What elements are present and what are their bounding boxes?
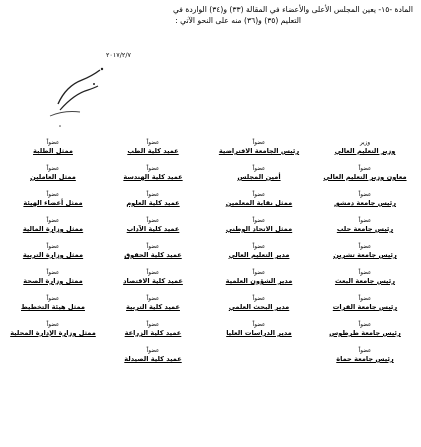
signatory-title: مدير البحث العلمي — [228, 303, 290, 311]
signatory-role: عضواً — [46, 218, 60, 224]
signatory-role: عضواً — [252, 218, 266, 224]
signatory-entry — [5, 244, 101, 259]
signatory-role: عضواً — [46, 140, 60, 146]
signatory-role: عضواً — [358, 166, 372, 172]
signatory-entry — [103, 322, 203, 337]
signatory-role: عضواً — [358, 244, 372, 250]
signatory-role: عضواً — [46, 244, 60, 250]
signatory-entry — [315, 166, 415, 181]
signatory-role: عضواً — [46, 322, 60, 328]
header-line-1: المادة -١٥- يعين المجلس الأعلى والأعضاء في المقالة (٣٣) و(٣٤) الواردة في — [172, 5, 413, 14]
signatory-role: عضواً — [146, 166, 160, 172]
signatory-entry — [209, 296, 309, 311]
signatory-title: ممثل أعضاء الهيئة — [23, 199, 83, 207]
signatory-entry — [5, 218, 101, 233]
signatory-role: عضواً — [252, 296, 266, 302]
signatory-role: وزير — [359, 140, 371, 146]
header-line-2: التعليم (٣٥) و(٣٦) منه على النحو الآتي : — [175, 16, 301, 25]
signatory-entry — [5, 270, 101, 285]
signatory-title: عميد كلية التربية — [126, 303, 180, 311]
signatory-title: ممثل وزارة المالية — [22, 225, 84, 233]
signatory-role: عضواً — [358, 218, 372, 224]
signatory-role: عضواً — [358, 348, 372, 354]
signatory-title: ممثل الاتحاد الوطني — [225, 225, 293, 233]
signatory-title: عميد كلية الاقتصاد — [123, 277, 183, 285]
signatory-title: عميد كلية الآداب — [126, 225, 180, 233]
signatories-column-3 — [103, 140, 203, 374]
signatory-role: عضواً — [358, 322, 372, 328]
signatory-role: عضواً — [146, 140, 160, 146]
signatory-role: عضواً — [46, 166, 60, 172]
signatory-title: مدير الشؤون العلمية — [225, 277, 293, 285]
signatory-role: عضواً — [46, 296, 60, 302]
signatory-title: رئيس جامعة البعث — [334, 277, 396, 285]
signatory-entry — [315, 140, 415, 155]
signatory-entry — [315, 296, 415, 311]
signatory-entry — [315, 348, 415, 363]
signatory-entry — [103, 218, 203, 233]
signatory-role: عضواً — [146, 322, 160, 328]
signatory-role: عضواً — [358, 296, 372, 302]
signatory-role: عضواً — [146, 244, 160, 250]
signatory-role: عضواً — [252, 192, 266, 198]
signatory-entry — [209, 140, 309, 155]
signatory-title: عميد كلية الصيدلة — [124, 355, 182, 363]
signatory-entry — [209, 192, 309, 207]
signatory-title: أمين المجلس — [237, 173, 281, 181]
signatory-entry — [209, 218, 309, 233]
signatory-title: ممثل الطلبة — [33, 147, 73, 155]
signatory-role: عضواً — [46, 192, 60, 198]
signatory-entry — [5, 322, 101, 337]
signatory-title: رئيس جامعة حماة — [336, 355, 394, 363]
signatory-role: عضواً — [252, 322, 266, 328]
signatory-role: عضواً — [252, 140, 266, 146]
signatory-role: عضواً — [146, 296, 160, 302]
signatory-title: عميد كلية الهندسة — [123, 173, 183, 181]
document-date: ٢٠١٧/٢/٧ — [106, 51, 131, 59]
signatory-title: رئيس الجامعة الافتراضية — [218, 147, 300, 155]
signatory-role: عضواً — [252, 244, 266, 250]
signatory-entry — [209, 270, 309, 285]
signatory-role: عضواً — [358, 192, 372, 198]
signatory-title: وزير التعليم العالي — [334, 147, 396, 155]
signatory-entry — [5, 140, 101, 155]
signatory-entry — [315, 192, 415, 207]
signatory-title: ممثل نقابة المعلمين — [225, 199, 293, 207]
signatory-entry — [315, 244, 415, 259]
signatory-title: مدير التعليم العالي — [228, 251, 290, 259]
signatory-entry — [209, 322, 309, 337]
signatory-entry — [103, 140, 203, 155]
signatory-role: عضواً — [146, 270, 160, 276]
signatory-title: رئيس جامعة الفرات — [332, 303, 398, 311]
signatory-entry — [103, 270, 203, 285]
signatory-entry — [5, 296, 101, 311]
signatory-entry — [315, 322, 415, 337]
signatories-column-1 — [315, 140, 415, 374]
signatory-title: عميد كلية الطب — [127, 147, 179, 155]
signatory-title: معاون وزير التعليم العالي — [323, 173, 407, 181]
signatory-role: عضواً — [252, 166, 266, 172]
signatory-title: عميد كلية العلوم — [126, 199, 180, 207]
signatory-title: رئيس جامعة طرطوس — [329, 329, 401, 337]
signatory-entry — [209, 166, 309, 181]
signatory-role: عضواً — [146, 218, 160, 224]
signatory-entry — [5, 192, 101, 207]
signatory-title: ممثل وزارة الإدارة المحلية — [10, 329, 96, 337]
signatory-title: ممثل وزارة التربية — [22, 251, 84, 259]
signatory-entry — [315, 270, 415, 285]
official-seal — [30, 60, 150, 132]
signatory-entry — [5, 166, 101, 181]
signatory-title: رئيس جامعة دمشق — [333, 199, 397, 207]
signatory-entry — [103, 192, 203, 207]
signatories-column-4 — [5, 140, 101, 348]
signatory-role: عضواً — [252, 270, 266, 276]
signatory-entry — [103, 348, 203, 363]
signatory-role: عضواً — [358, 270, 372, 276]
signatory-title: عميد كلية الزراعة — [124, 329, 182, 337]
signatory-title: مدير الدراسات العليا — [226, 329, 292, 337]
signatory-role: عضواً — [146, 348, 160, 354]
signatory-title: ممثل العاملين — [30, 173, 76, 181]
signatory-entry — [103, 244, 203, 259]
signatory-entry — [209, 244, 309, 259]
signatory-entry — [315, 218, 415, 233]
signatory-entry — [103, 166, 203, 181]
signatory-title: ممثل وزارة الصحة — [23, 277, 83, 285]
signatory-entry — [103, 296, 203, 311]
signatory-role: عضواً — [146, 192, 160, 198]
signatory-title: رئيس جامعة حلب — [336, 225, 394, 233]
signatory-title: ممثل هيئة التخطيط — [21, 303, 85, 311]
signatory-title: عميد كلية الحقوق — [124, 251, 182, 259]
signatory-role: عضواً — [46, 270, 60, 276]
signatories-column-2 — [209, 140, 309, 348]
signatory-title: رئيس جامعة تشرين — [333, 251, 397, 259]
